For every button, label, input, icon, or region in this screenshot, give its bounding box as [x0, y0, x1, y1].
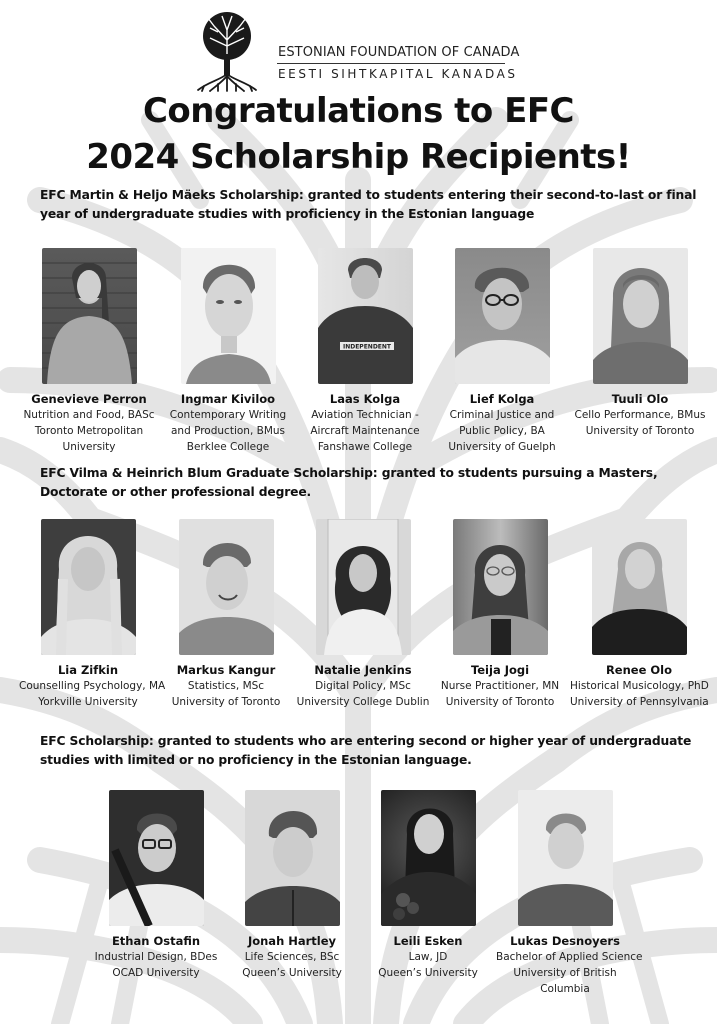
recipient-school: University of Pennsylvania — [570, 696, 709, 708]
section-3-description-line-1: EFC Scholarship: granted to students who are entering second or higher year of undergraduate — [40, 734, 692, 748]
recipient-card-ingmar-kiviloo — [159, 248, 297, 455]
recipient-card-lia-zifkin — [19, 519, 166, 710]
recipient-card-genevieve-perron — [20, 248, 158, 455]
recipient-program: Industrial Design, BDes — [94, 951, 218, 963]
recipient-photo — [109, 790, 204, 926]
title-line-2: 2024 Scholarship Recipients! — [86, 137, 631, 177]
tree-of-life-icon — [194, 10, 260, 92]
svg-text:INDEPENDENT: INDEPENDENT — [342, 343, 391, 351]
recipient-program: Nurse Practitioner, MN — [440, 680, 560, 692]
recipient-school: Yorkville University — [38, 696, 138, 708]
recipient-photo — [41, 519, 136, 655]
recipient-card-teija-jogi — [431, 519, 569, 710]
recipient-program: Historical Musicology, PhD — [570, 680, 709, 692]
recipient-school: University of Toronto — [445, 696, 555, 708]
recipient-photo — [518, 790, 613, 926]
recipient-photo — [316, 519, 411, 655]
recipient-program: Counselling Psychology, MA — [19, 680, 166, 692]
recipient-photo — [593, 248, 688, 384]
recipient-photo — [179, 519, 274, 655]
recipient-school: Toronto Metropolitan — [34, 425, 144, 437]
recipient-photo — [453, 519, 548, 655]
recipient-program: Life Sciences, BSc — [244, 951, 340, 963]
recipient-card-laas-kolga — [296, 248, 434, 455]
recipient-name: Tuuli Olo — [611, 392, 669, 406]
section-2-description — [40, 464, 700, 502]
recipient-school: Queen’s University — [378, 967, 478, 979]
section-2-description-line-2: Doctorate or other professional degree. — [40, 485, 312, 499]
recipient-program-cont: and Production, BMus — [170, 425, 286, 437]
recipient-card-markus-kangur — [157, 519, 295, 710]
recipient-name: Markus Kangur — [176, 663, 276, 677]
recipient-photo — [455, 248, 550, 384]
section-2-description-line-1: EFC Vilma & Heinrich Blum Graduate Scholarship: granted to students pursuing a Masters, — [40, 466, 658, 480]
recipient-photo — [381, 790, 476, 926]
recipient-name: Ingmar Kiviloo — [180, 392, 276, 406]
recipient-program: Nutrition and Food, BASc — [23, 409, 155, 421]
recipient-name: Jonah Hartley — [247, 934, 337, 948]
recipient-card-ethan-ostafin — [87, 790, 225, 981]
recipient-card-leili-esken — [359, 790, 497, 981]
recipient-program-cont: Public Policy, BA — [459, 425, 545, 437]
recipient-school: University of British — [513, 967, 617, 979]
recipient-program: Statistics, MSc — [187, 680, 265, 692]
recipient-card-lief-kolga — [433, 248, 571, 455]
org-name-estonian: EESTI SIHTKAPITAL KANADAS — [278, 67, 518, 81]
recipient-school: University of Guelph — [448, 441, 556, 453]
recipient-name: Natalie Jenkins — [314, 663, 412, 677]
recipient-program: Cello Performance, BMus — [574, 409, 706, 421]
recipient-photo — [181, 248, 276, 384]
recipient-photo — [42, 248, 137, 384]
recipient-name: Lia Zifkin — [57, 663, 119, 677]
section-1-description-line-2: year of undergraduate studies with proficiency in the Estonian language — [40, 207, 535, 221]
section-3-description-line-2: studies with limited or no proficiency in the Estonian language. — [40, 753, 472, 767]
recipient-school: Fanshawe College — [317, 441, 413, 453]
recipient-name: Leili Esken — [393, 934, 463, 948]
recipient-name: Teija Jogi — [470, 663, 530, 677]
recipient-program-cont: Aircraft Maintenance — [310, 425, 420, 437]
recipient-photo — [245, 790, 340, 926]
recipient-name: Lief Kolga — [469, 392, 535, 406]
recipient-name: Genevieve Perron — [31, 392, 147, 406]
recipient-name: Laas Kolga — [329, 392, 401, 406]
recipient-program: Bachelor of Applied Science — [496, 951, 643, 963]
recipient-name: Lukas Desnoyers — [510, 934, 620, 948]
recipient-school-cont: Columbia — [540, 983, 590, 995]
recipient-program: Law, JD — [408, 951, 448, 963]
recipient-program: Aviation Technician - — [311, 409, 419, 421]
recipient-card-lukas-desnoyers — [496, 790, 643, 997]
recipient-photo — [318, 248, 413, 384]
recipient-school: Berklee College — [186, 441, 270, 453]
header — [190, 8, 520, 94]
recipient-school: University of Toronto — [171, 696, 281, 708]
section-1-description — [40, 186, 700, 224]
title-line-1: Congratulations to EFC — [142, 91, 575, 131]
recipient-photo — [592, 519, 687, 655]
page-title — [0, 88, 717, 180]
section-1-description-line-1: EFC Martin & Heljo Mäeks Scholarship: granted to students entering their second-to-last or final — [40, 188, 697, 202]
recipient-card-jonah-hartley — [223, 790, 361, 981]
recipient-school: OCAD University — [112, 967, 200, 979]
recipient-program: Contemporary Writing — [169, 409, 287, 421]
recipient-school-cont: University — [62, 441, 116, 453]
section-3-description — [40, 732, 700, 770]
recipient-name: Ethan Ostafin — [111, 934, 201, 948]
header-divider — [277, 63, 505, 64]
recipient-name: Renee Olo — [605, 663, 673, 677]
org-name-english: ESTONIAN FOUNDATION OF CANADA — [278, 45, 520, 60]
recipient-card-renee-olo — [570, 519, 708, 710]
recipient-program: Criminal Justice and — [449, 409, 555, 421]
recipient-school: University of Toronto — [585, 425, 695, 437]
recipient-card-tuuli-olo — [571, 248, 709, 439]
recipient-program: Digital Policy, MSc — [315, 680, 411, 692]
recipient-school: Queen’s University — [242, 967, 342, 979]
recipient-school: University College Dublin — [296, 696, 430, 708]
recipient-card-natalie-jenkins — [294, 519, 432, 710]
